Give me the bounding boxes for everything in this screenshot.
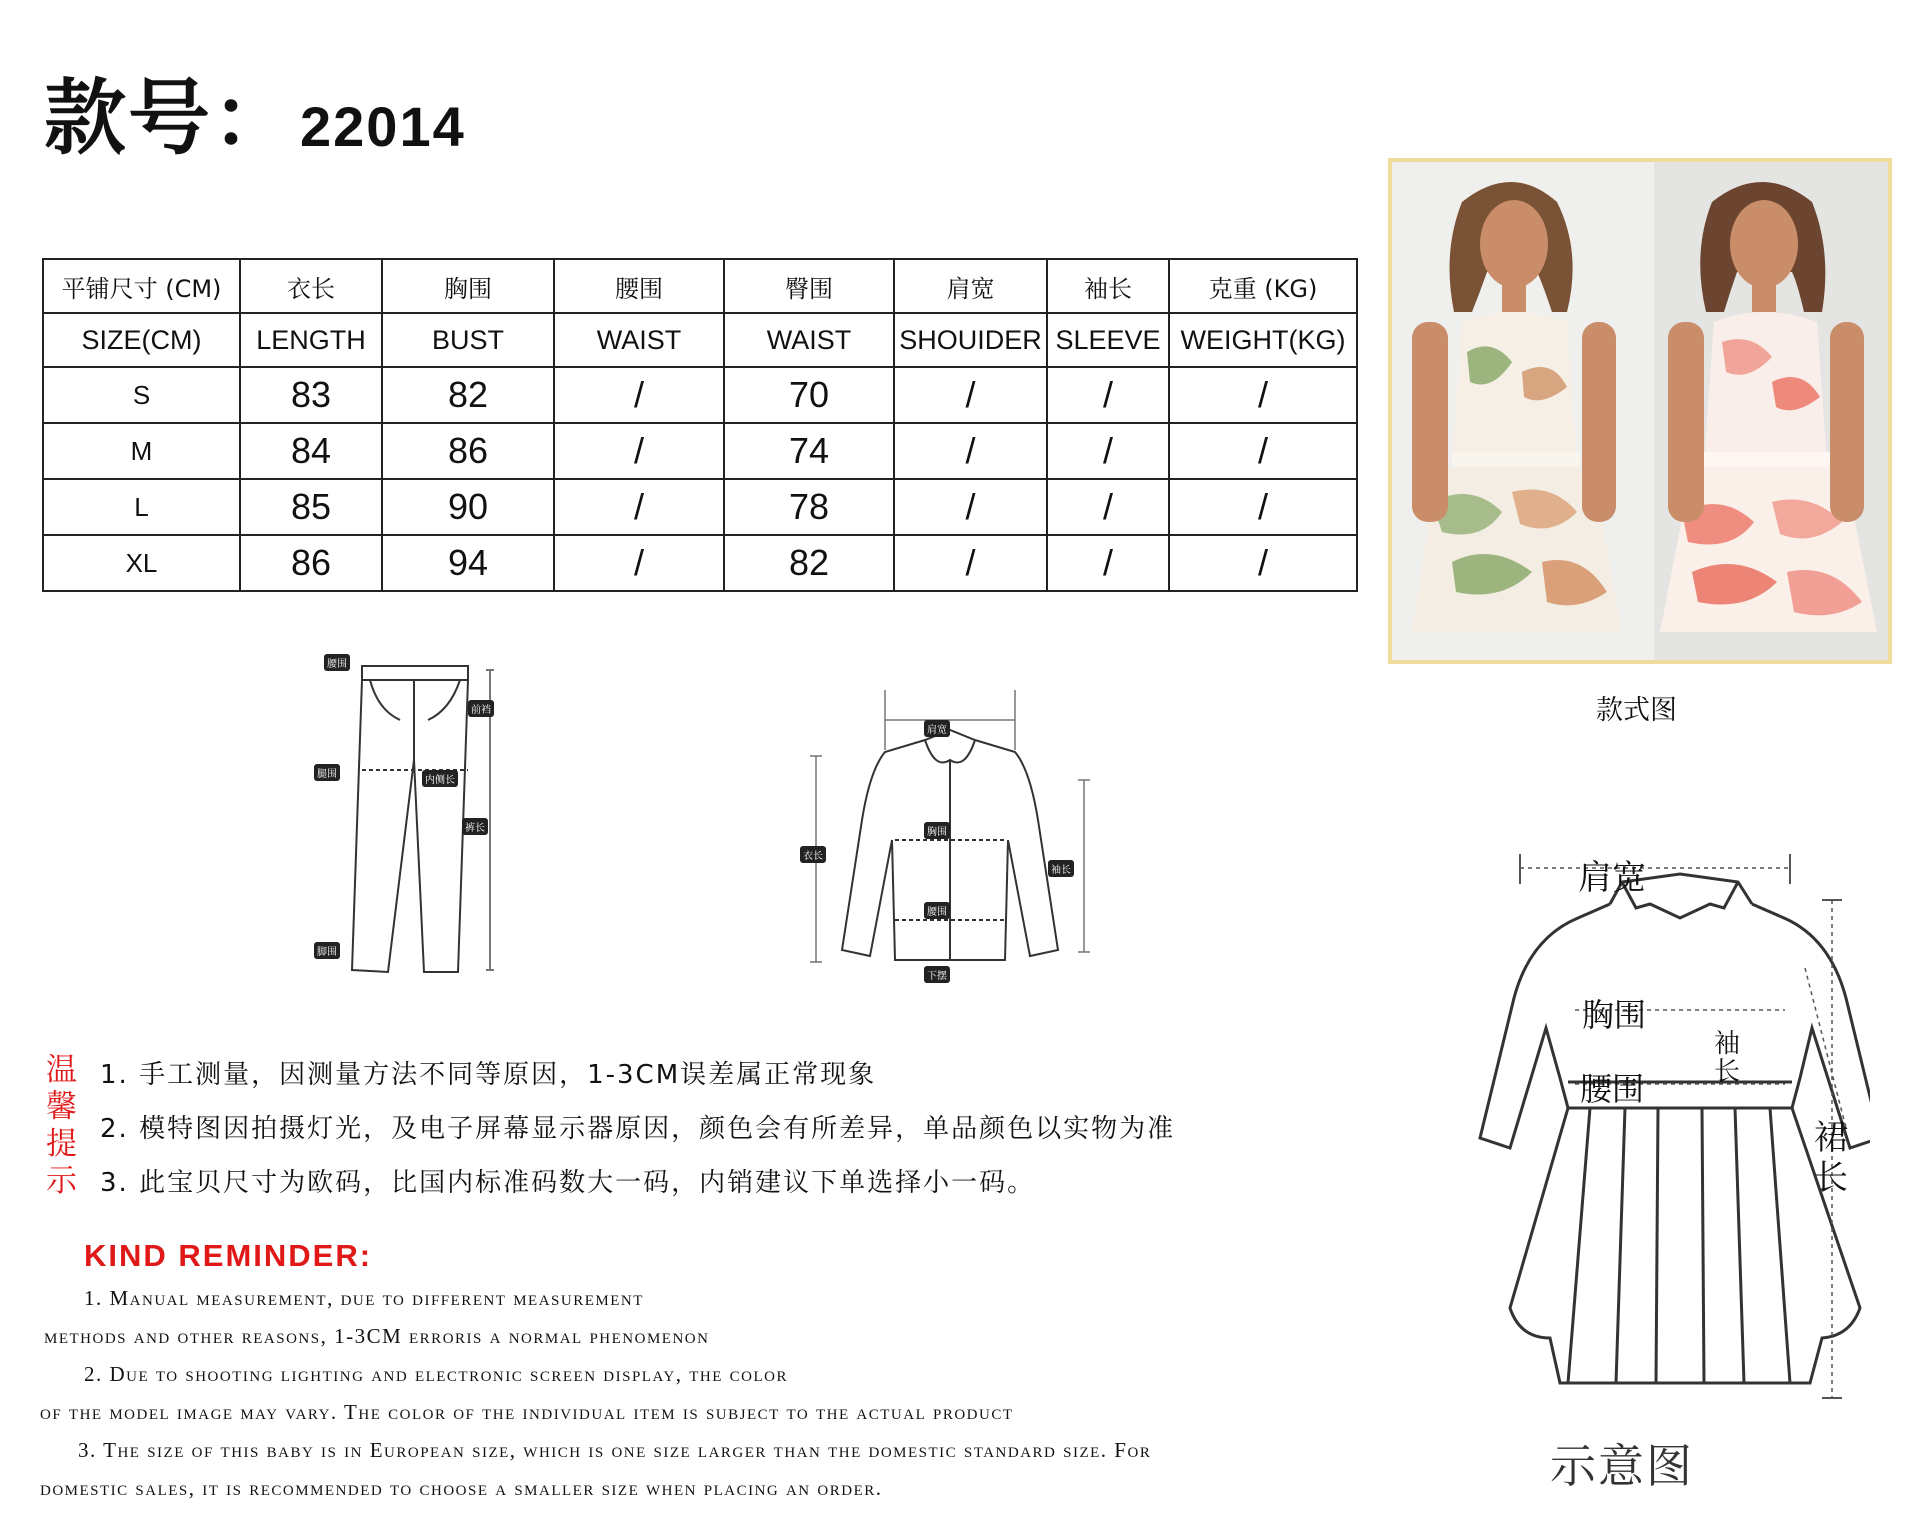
header-cn-length: 衣长	[240, 259, 382, 313]
reminder-line: of the model image may vary. The color of the individual item is subject to the actual product	[40, 1400, 1014, 1424]
shirt-label-length: 衣长	[800, 846, 826, 863]
header-cn-shoulder: 肩宽	[894, 259, 1047, 313]
size-table	[42, 258, 1358, 592]
cell-sleeve: /	[1047, 367, 1169, 423]
cell-bust: 82	[382, 367, 554, 423]
dress-label-shoulder: 肩宽	[1578, 858, 1646, 898]
header-en-length: LENGTH	[240, 313, 382, 367]
cell-sleeve: /	[1047, 479, 1169, 535]
header-cn-sleeve: 袖长	[1047, 259, 1169, 313]
cell-size: S	[43, 367, 240, 423]
shirt-label-bust: 胸围	[924, 822, 950, 839]
header-cn-bust: 胸围	[382, 259, 554, 313]
cell-waist: /	[554, 423, 724, 479]
header-en-hip: WAIST	[724, 313, 894, 367]
header-en-waist: WAIST	[554, 313, 724, 367]
tips-char: 馨	[46, 1089, 77, 1125]
tips-char: 温	[46, 1052, 77, 1088]
table-header-en	[43, 313, 1357, 367]
cell-length: 83	[240, 367, 382, 423]
tips-vertical-label	[46, 1052, 80, 1200]
table-header-cn	[43, 259, 1357, 313]
cell-length: 86	[240, 535, 382, 591]
cell-shoulder: /	[894, 535, 1047, 591]
photo-caption: 款式图	[1596, 695, 1677, 726]
pants-label-thigh: 腿围	[314, 764, 340, 781]
cell-weight: /	[1169, 423, 1357, 479]
shirt-outline	[800, 690, 1100, 990]
dress-caption: 示意图	[1550, 1439, 1694, 1493]
tip-cn-1: 1. 手工测量，因测量方法不同等原因，1-3CM误差属正常现象	[100, 1060, 877, 1090]
reminder-line: domestic sales, it is recommended to choose a smaller size when placing an order.	[40, 1476, 883, 1500]
shirt-label-waist: 腰围	[924, 902, 950, 919]
cell-shoulder: /	[894, 423, 1047, 479]
reminder-line: 1. Manual measurement, due to different measurement	[84, 1286, 644, 1310]
pants-label-length: 裤长	[462, 818, 488, 835]
product-photo-image	[1392, 162, 1888, 660]
pants-label-hem: 脚围	[314, 942, 340, 959]
cell-waist: /	[554, 535, 724, 591]
header-en-sleeve: SLEEVE	[1047, 313, 1169, 367]
cell-hip: 74	[724, 423, 894, 479]
cell-hip: 70	[724, 367, 894, 423]
cell-weight: /	[1169, 535, 1357, 591]
dress-outline	[1450, 838, 1870, 1438]
pants-diagram	[300, 650, 520, 980]
cell-length: 84	[240, 423, 382, 479]
cell-waist: /	[554, 367, 724, 423]
pants-label-inseam: 内侧长	[422, 770, 458, 787]
style-number-title	[44, 71, 466, 166]
cell-size: M	[43, 423, 240, 479]
kind-reminder-title: KIND REMINDER:	[84, 1238, 373, 1273]
header-cn-size: 平铺尺寸 (CM)	[43, 259, 240, 313]
header-cn-hip: 臀围	[724, 259, 894, 313]
table-row	[43, 423, 1357, 479]
dress-label-skirt-length: 裙长	[1814, 1118, 1848, 1198]
header-cn-weight: 克重 (KG)	[1169, 259, 1357, 313]
table-row	[43, 479, 1357, 535]
dress-label-sleeve: 袖长	[1714, 1029, 1741, 1087]
shirt-label-hem: 下摆	[924, 966, 950, 983]
tip-cn-3: 3. 此宝贝尺寸为欧码，比国内标准码数大一码，内销建议下单选择小一码。	[100, 1168, 1036, 1198]
table-row	[43, 535, 1357, 591]
dress-diagram	[1450, 838, 1870, 1478]
shirt-diagram	[800, 690, 1100, 990]
header-cn-waist: 腰围	[554, 259, 724, 313]
cell-bust: 90	[382, 479, 554, 535]
tips-char: 示	[46, 1163, 77, 1199]
cell-weight: /	[1169, 367, 1357, 423]
tip-cn-2: 2. 模特图因拍摄灯光，及电子屏幕显示器原因，颜色会有所差异，单品颜色以实物为准	[100, 1114, 1176, 1144]
header-en-weight: WEIGHT(KG)	[1169, 313, 1357, 367]
cell-hip: 78	[724, 479, 894, 535]
pants-label-front-rise: 前裆	[468, 700, 494, 717]
table-row	[43, 367, 1357, 423]
cell-bust: 94	[382, 535, 554, 591]
reminder-line: methods and other reasons, 1-3CM erroris a normal phenomenon	[44, 1324, 710, 1348]
cell-sleeve: /	[1047, 535, 1169, 591]
cell-length: 85	[240, 479, 382, 535]
dress-label-bust: 胸围	[1582, 996, 1647, 1034]
cell-hip: 82	[724, 535, 894, 591]
cell-shoulder: /	[894, 479, 1047, 535]
style-number-code: 22014	[300, 95, 466, 158]
cell-size: L	[43, 479, 240, 535]
cell-weight: /	[1169, 479, 1357, 535]
cell-shoulder: /	[894, 367, 1047, 423]
reminder-line: 2. Due to shooting lighting and electronic screen display, the color	[84, 1362, 788, 1386]
shirt-label-sleeve: 袖长	[1048, 860, 1074, 877]
pants-label-waist: 腰围	[324, 654, 350, 671]
header-en-shoulder: SHOUIDER	[894, 313, 1047, 367]
cell-size: XL	[43, 535, 240, 591]
header-en-size: SIZE(CM)	[43, 313, 240, 367]
shirt-label-shoulder: 肩宽	[924, 720, 950, 737]
reminder-line: 3. The size of this baby is in European size, which is one size larger than the domestic standard size. For	[78, 1438, 1152, 1462]
product-photo	[1388, 158, 1892, 664]
tips-char: 提	[46, 1126, 77, 1162]
dress-label-waist: 腰围	[1580, 1070, 1645, 1108]
header-en-bust: BUST	[382, 313, 554, 367]
cell-sleeve: /	[1047, 423, 1169, 479]
cell-bust: 86	[382, 423, 554, 479]
cell-waist: /	[554, 479, 724, 535]
style-number-prefix: 款号：	[44, 71, 297, 166]
